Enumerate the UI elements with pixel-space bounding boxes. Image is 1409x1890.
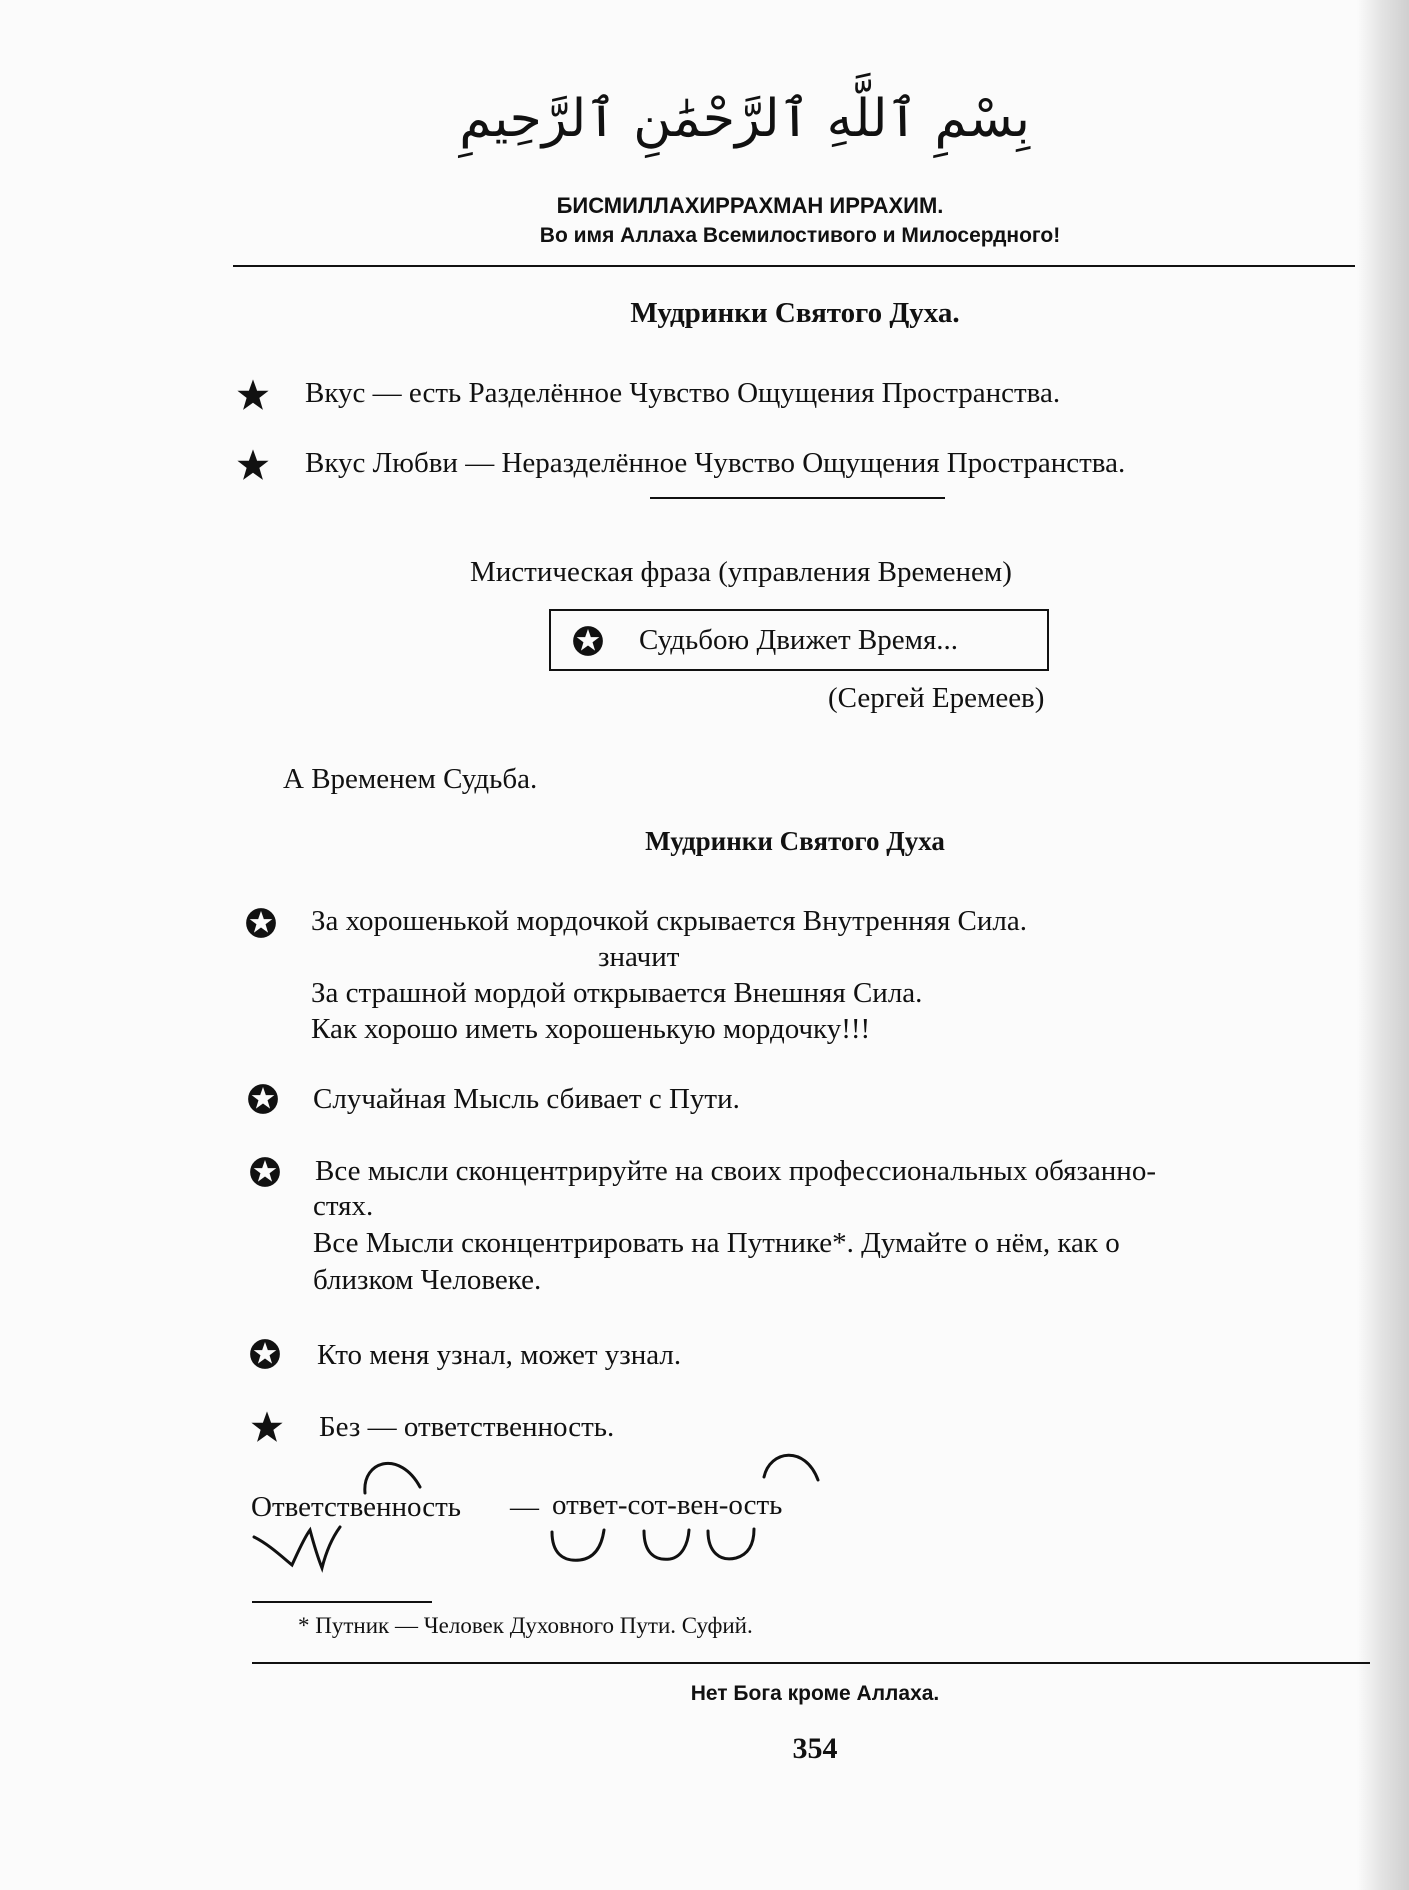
arabic-basmala: بِسْمِ ٱللَّهِ ٱلرَّحْمَٰنِ ٱلرَّحِيمِ [459,89,1030,149]
black-star-icon [250,1410,284,1444]
footer-motto: Нет Бога кроме Аллаха. [690,1682,940,1705]
short-separator [650,497,945,499]
section1-item-2: Вкус Любви — Неразделённое Чувство Ощущения Пространства. [305,447,1126,479]
section2-item3-line4: близком Человеке. [313,1264,542,1296]
wordplay-dash: — [510,1491,539,1523]
section2-item1-line3: За страшной мордой открывается Внешняя Сила. [311,977,923,1009]
circled-star-icon [248,1155,282,1189]
section2-item3-line1: Все мысли сконцентрируйте на своих профессиональных обязанно- [315,1155,1156,1187]
wordplay-left: Ответственность [251,1491,462,1523]
section2-item4: Кто меня узнал, может узнал. [317,1339,682,1371]
circled-star-icon [244,906,278,940]
mystic-phrase-box [549,609,1049,671]
section2-item3-line3: Все Мысли сконцентрировать на Путнике*. Думайте о нём, как о [313,1227,1120,1259]
circled-star-icon [248,1337,282,1371]
mystic-reply: А Временем Судьба. [283,763,538,795]
section2-heading: Мудринки Святого Духа [645,826,945,856]
section2-item1-line1: За хорошенькой мордочкой скрывается Внутренняя Сила. [311,905,1027,937]
mystic-phrase: Судьбою Движет Время... [639,624,959,656]
section2-item1-line4: Как хорошо иметь хорошенькую мордочку!!! [311,1013,871,1045]
footnote: * Путник — Человек Духовного Пути. Суфий. [298,1613,753,1638]
section2-item5: Без — ответственность. [319,1411,615,1443]
circled-star-icon [571,624,605,658]
page-edge-shadow [1357,0,1409,1890]
black-star-icon [236,378,270,412]
header-rule [233,265,1355,267]
footnote-rule [252,1601,432,1603]
section2-item2: Случайная Мысль сбивает с Пути. [313,1083,740,1115]
wordplay-right: ответ-сот-вен-ость [552,1489,783,1521]
section1-item-1: Вкус — есть Разделённое Чувство Ощущения Пространства. [305,377,1061,409]
section1-heading: Мудринки Святого Духа. [630,297,960,329]
section2-item1-line2: значит [598,941,680,973]
footer-rule [252,1662,1370,1664]
header-subtitle: Во имя Аллаха Всемилостивого и Милосердного! [539,224,1061,247]
black-star-icon [236,448,270,482]
header-title: БИСМИЛЛАХИРРАХМАН ИРРАХИМ. [556,193,944,218]
circled-star-icon [246,1082,280,1116]
page-number: 354 [792,1732,838,1765]
mystic-heading: Мистическая фраза (управления Временем) [470,556,1012,588]
mystic-author: (Сергей Еремеев) [828,682,1045,714]
section2-item3-line2: стях. [313,1190,374,1222]
